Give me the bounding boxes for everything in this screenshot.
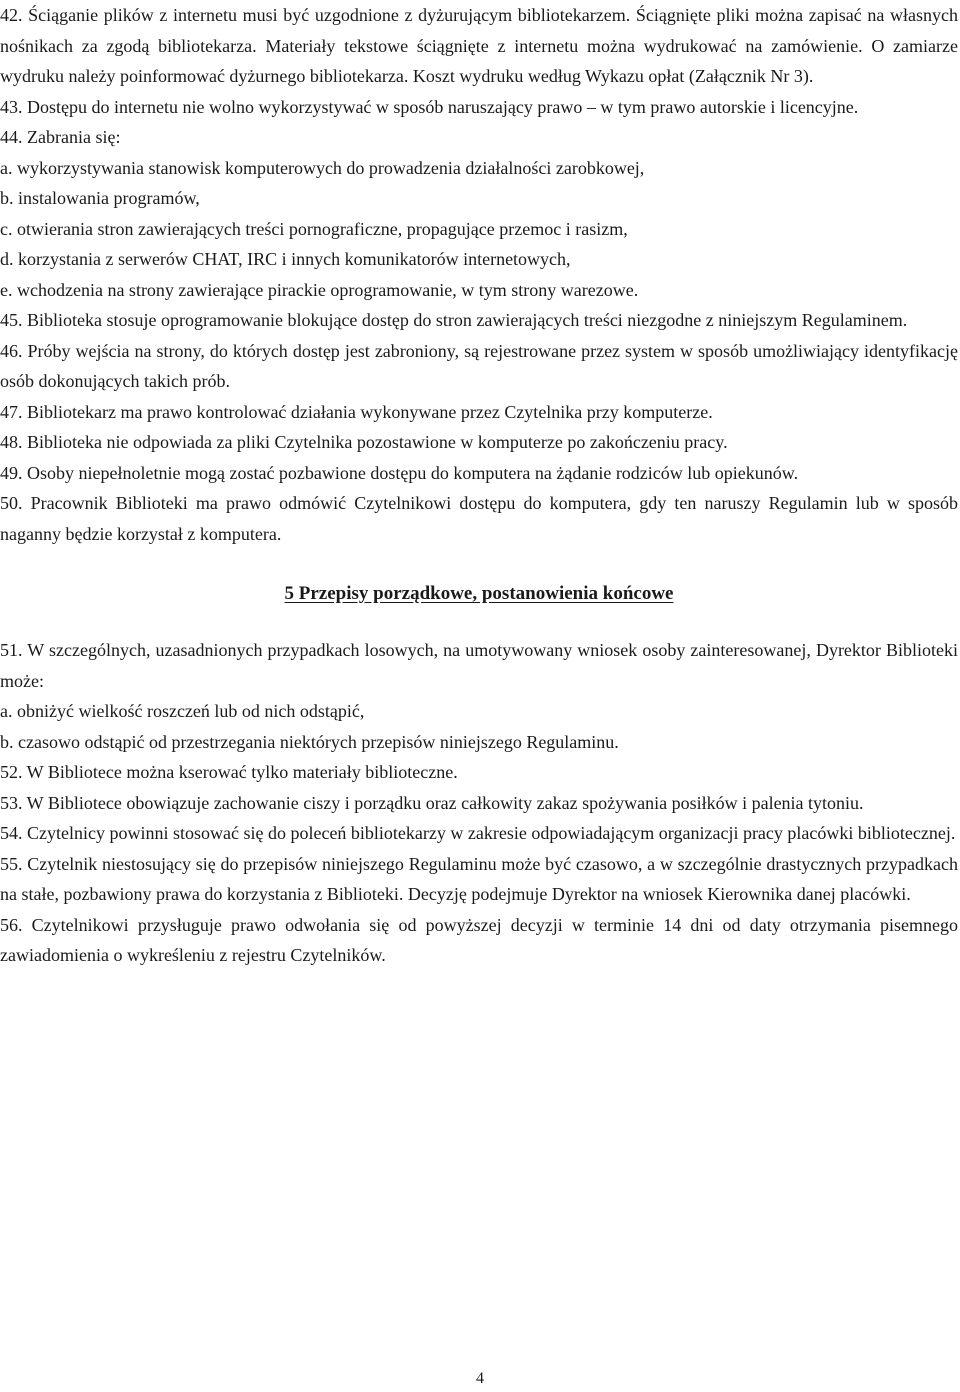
paragraph-44: 44. Zabrania się: [0,127,121,147]
paragraph-52: 52. W Bibliotece można kserować tylko materiały biblioteczne. [0,762,458,782]
paragraph-48: 48. Biblioteka nie odpowiada za pliki Czytelnika pozostawione w komputerze po zakończeniu pracy. [0,432,728,452]
section-heading-text: 5 Przepisy porządkowe, postanowienia końcowe [284,583,674,604]
paragraph-50: 50. Pracownik Biblioteki ma prawo odmówić Czytelnikowi dostępu do komputera, gdy ten naruszy Regulamin lub w sposób naganny będzie korzystał z komputera. [0,493,958,544]
paragraph-53: 53. W Bibliotece obowiązuje zachowanie ciszy i porządku oraz całkowity zakaz spożywania posiłków i palenia tytoniu. [0,792,864,813]
list-item-44e: e. wchodzenia na strony zawierające pirackie oprogramowanie, w tym strony warezowe. [0,279,639,300]
paragraph-51: 51. W szczególnych, uzasadnionych przypadkach losowych, na umotywowany wniosek osoby zainteresowanej, Dyrektor Biblioteki może: [0,640,958,691]
paragraph-42: 42. Ściąganie plików z internetu musi być uzgodnione z dyżurującym bibliotekarzem. Ściągnięte pliki można zapisać na własnych nośnikach za zgodą bibliotekarza. Materiały tekstowe ściągnięte z internetu można wydrukować na zamówienie. O zamiarze wydruku należy poinformować dyżurnego bibliotekarza. Koszt wydruku według Wykazu opłat (Załącznik Nr 3). [0,5,958,86]
list-item-44b: b. instalowania programów, [0,188,200,208]
list-item-44d: d. korzystania z serwerów CHAT, IRC i innych komunikatorów internetowych, [0,249,571,269]
list-item-44a: a. wykorzystywania stanowisk komputerowych do prowadzenia działalności zarobkowej, [0,157,645,178]
paragraph-56: 56. Czytelnikowi przysługuje prawo odwołania się od powyższej decyzji w terminie 14 dni od daty otrzymania pisemnego zawiadomienia o wykreśleniu z rejestru Czytelników. [0,914,958,965]
paragraph-46: 46. Próby wejścia na strony, do których dostęp jest zabroniony, są rejestrowane przez system w sposób umożliwiający identyfikację osób dokonujących takich prób. [0,340,958,391]
paragraph-54: 54. Czytelnicy powinni stosować się do poleceń bibliotekarzy w zakresie odpowiadającym organizacji pracy placówki bibliotecznej. [0,823,956,843]
list-item-51a: a. obniżyć wielkość roszczeń lub od nich odstąpić, [0,701,365,721]
paragraph-49: 49. Osoby niepełnoletnie mogą zostać pozbawione dostępu do komputera na żądanie rodziców lub opiekunów. [0,462,799,483]
section-heading [0,579,958,609]
paragraph-55: 55. Czytelnik niestosujący się do przepisów niniejszego Regulaminu może być czasowo, a w szczególnie drastycznych przypadkach na stałe, pozbawiony prawa do korzystania z Biblioteki. Decyzję podejmuje Dyrektor na wniosek Kierownika danej placówki. [0,853,958,904]
list-item-44c: c. otwierania stron zawierających treści pornograficzne, propagujące przemoc i rasizm, [0,218,628,239]
list-item-51b: b. czasowo odstąpić od przestrzegania niektórych przepisów niniejszego Regulaminu. [0,731,619,752]
page-number: 4 [476,1370,484,1387]
paragraph-47: 47. Bibliotekarz ma prawo kontrolować działania wykonywane przez Czytelnika przy komputerze. [0,401,713,422]
paragraph-43: 43. Dostępu do internetu nie wolno wykorzystywać w sposób naruszający prawo – w tym prawo autorskie i licencyjne. [0,96,859,117]
paragraph-45: 45. Biblioteka stosuje oprogramowanie blokujące dostęp do stron zawierających treści niezgodne z niniejszym Regulaminem. [0,310,908,330]
